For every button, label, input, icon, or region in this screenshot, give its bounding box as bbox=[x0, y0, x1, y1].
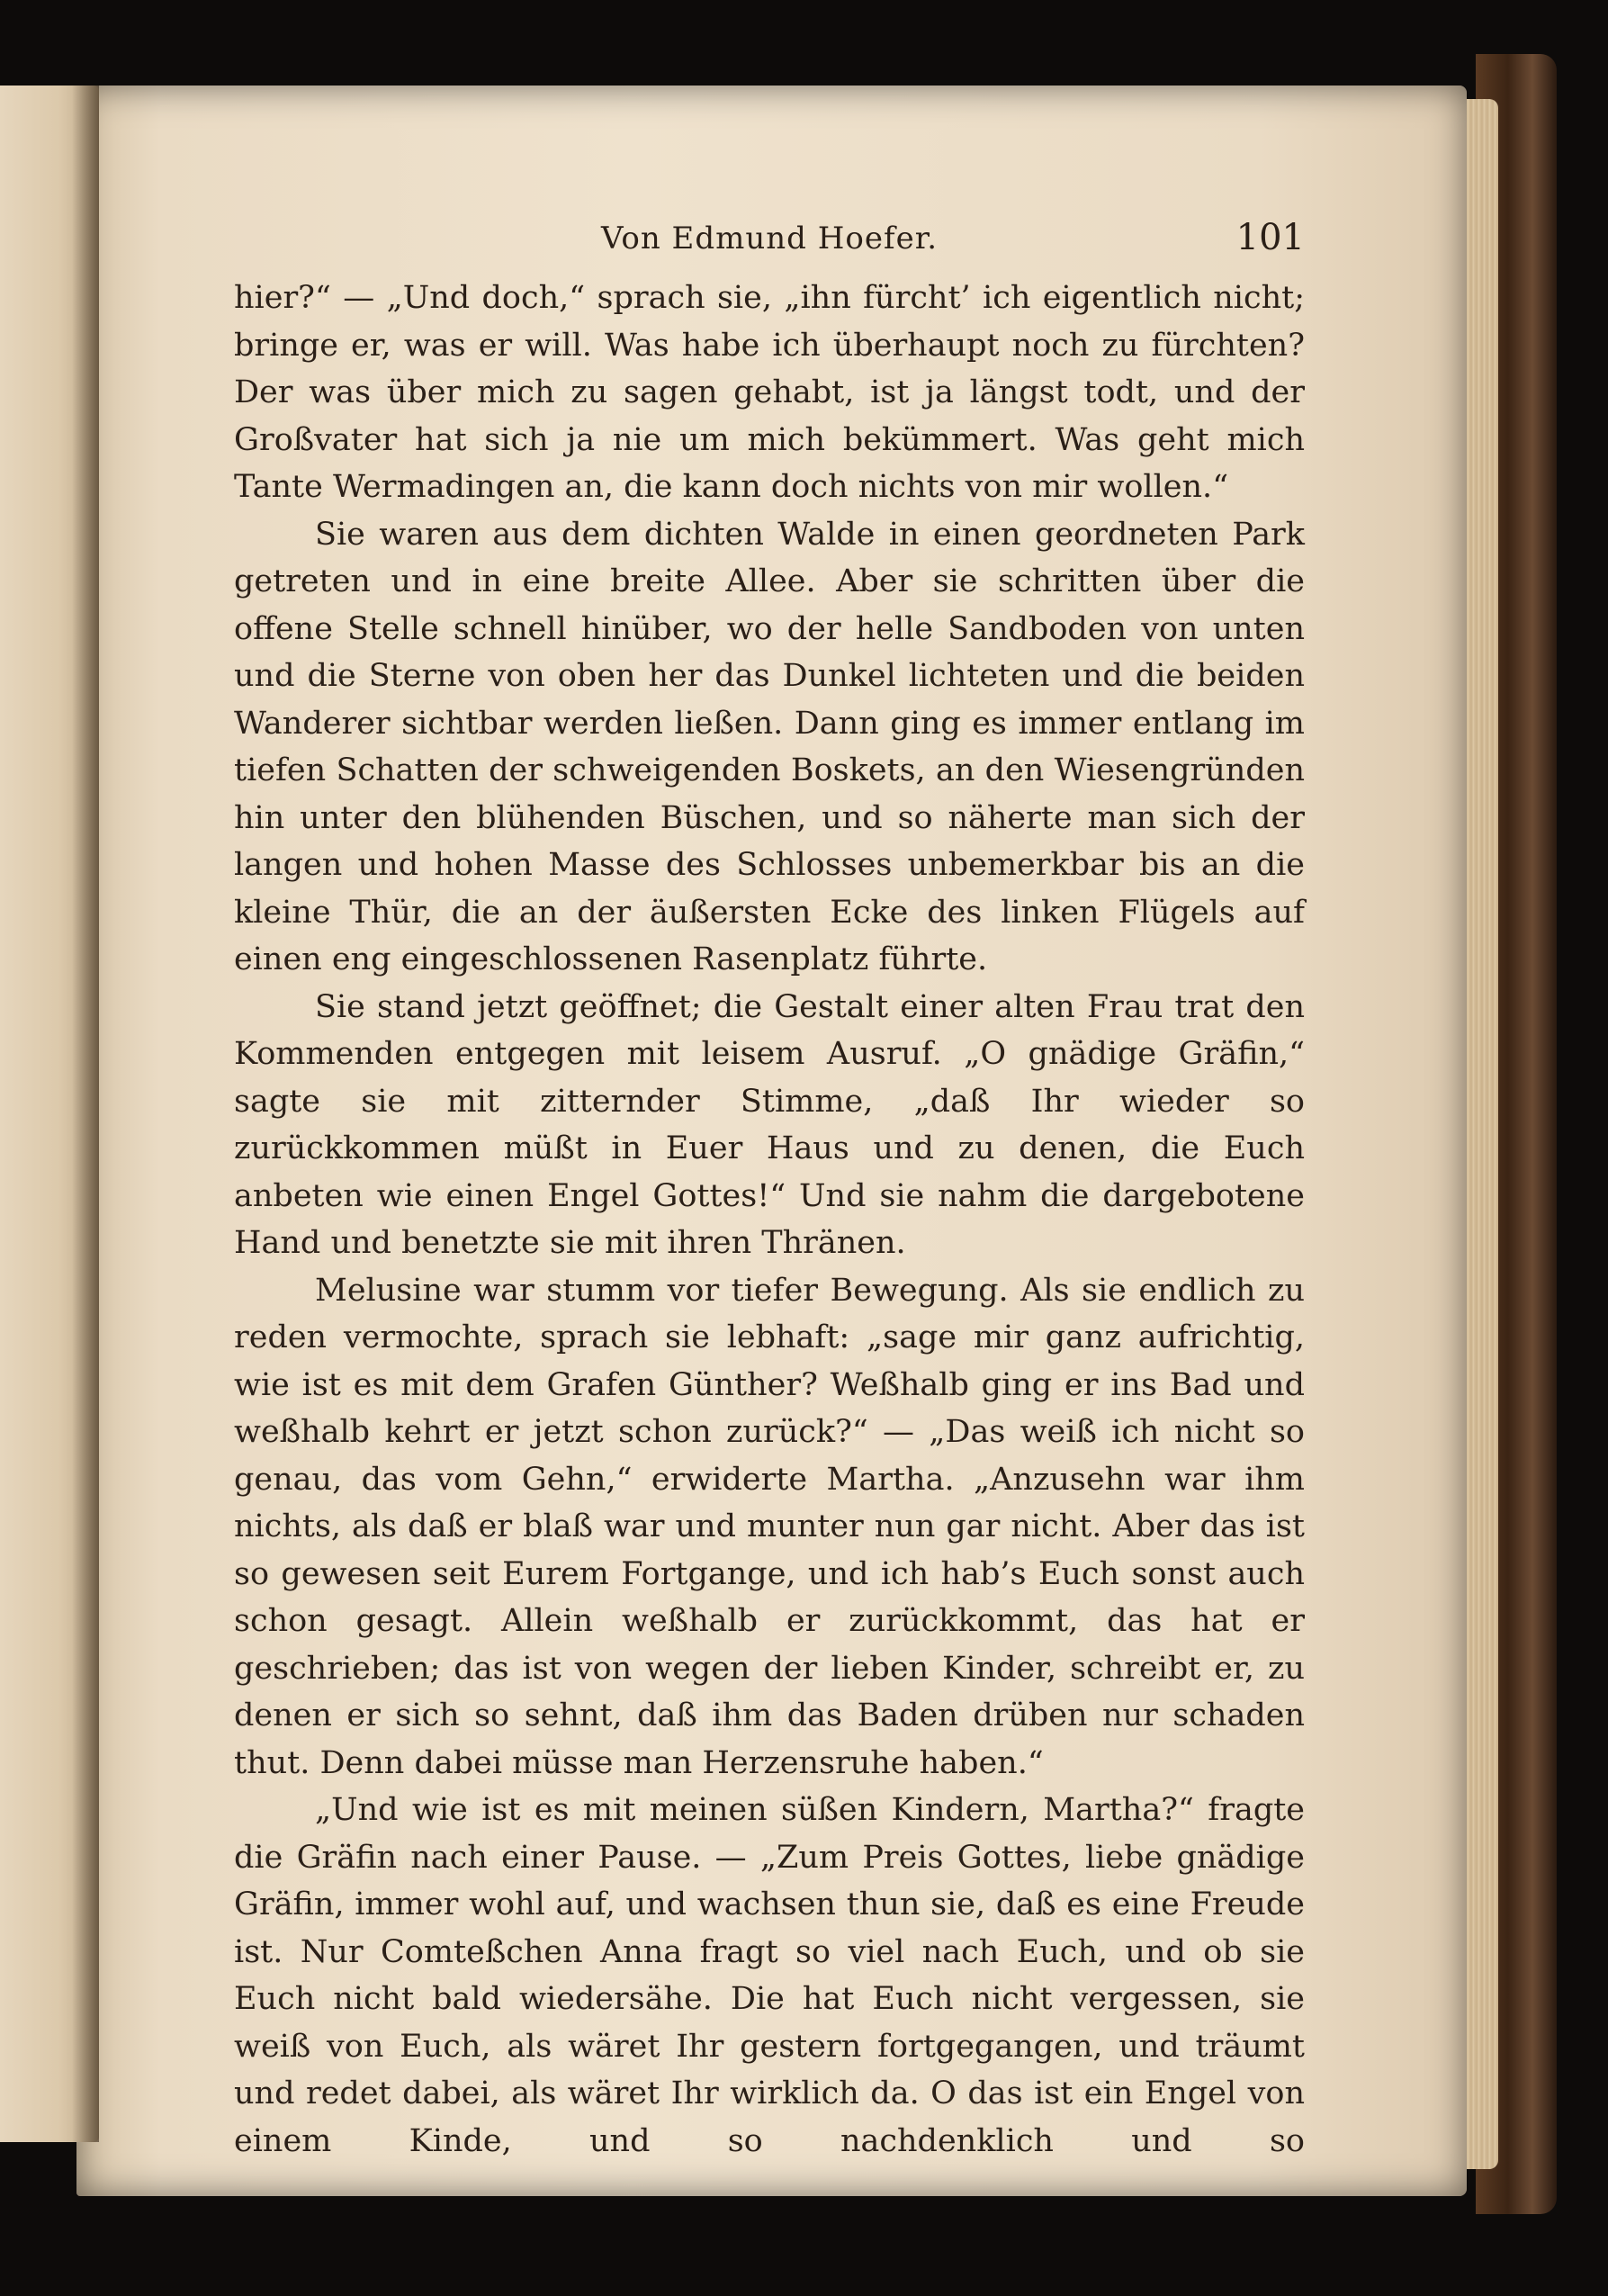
running-title: Von Edmund Hoefer. bbox=[600, 221, 939, 257]
page-text bbox=[234, 212, 1305, 2165]
paragraph-5: „Und wie ist es mit meinen süßen Kindern, Martha?“ fragte die Gräfin nach einer Pause. — „Zum Preis Gottes, liebe gnädige Gräfin, immer wohl auf, und wachsen thun sie, daß es eine Freude ist. Nur Comteßchen Anna fragt so viel nach Euch, und ob sie Euch nicht bald wiedersähe. Die hat Euch nicht vergessen, sie weiß von Euch, als wäret Ihr gestern fortgegangen, und träumt und redet dabei, als wäret Ihr wirklich da. O das ist ein Engel von einem Kinde, und so nachdenklich und so bbox=[234, 1792, 1305, 2159]
page-number: 101 bbox=[1235, 217, 1305, 258]
paragraph-4: Melusine war stumm vor tiefer Bewegung. Als sie endlich zu reden vermochte, sprach sie lebhaft: „sage mir ganz aufrichtig, wie ist es mit dem Grafen Günther? Weßhalb ging er ins Bad und weßhalb kehrt er jetzt schon zurück?“ — „Das weiß ich nicht so genau, das vom Gehn,“ erwiderte Martha. „Anzusehn war ihm nichts, als daß er blaß war und munter nun gar nicht. Aber das ist so gewesen seit Eurem Fortgange, und ich hab’s Euch sonst auch schon gesagt. Allein weßhalb er zurückkommt, das hat er geschrieben; das ist von wegen der lieben Kinder, schreibt er, zu denen er sich so sehnt, daß ihm das Baden drüben nur schaden thut. Denn dabei müsse man Herzensruhe haben.“ bbox=[234, 1272, 1305, 1781]
paragraph-2: Sie waren aus dem dichten Walde in einen geordneten Park getreten und in eine breite Allee. Aber sie schritten über die offene Stelle schnell hinüber, wo der helle Sandboden von unten und die Sterne von oben her das Dunkel lichteten und die beiden Wanderer sichtbar werden ließen. Dann ging es immer entlang im tiefen Schatten der schweigenden Boskets, an den Wiesengründen hin unter den blühenden Büschen, und so näherte man sich der langen und hohen Masse des Schlosses unbemerkbar bis an die kleine Thür, die an der äußersten Ecke des linken Flügels auf einen eng eingeschlossenen Rasenplatz führte. bbox=[234, 516, 1305, 977]
paragraph-3: Sie stand jetzt geöffnet; die Gestalt einer alten Frau trat den Kommenden entgegen mit leisem Ausruf. „O gnädige Gräfin,“ sagte sie mit zitternder Stimme, „daß Ihr wieder so zurückkommen müßt in Euer Haus und zu denen, die Euch anbeten wie einen Engel Gottes!“ Und sie nahm die dargebotene Hand und benetzte sie mit ihren Thränen. bbox=[234, 988, 1305, 1261]
paragraph-1: hier?“ — „Und doch,“ sprach sie, „ihn fürcht’ ich eigentlich nicht; bringe er, was er will. Was habe ich überhaupt noch zu fürchten? Der was über mich zu sagen gehabt, ist ja längst todt, und der Großvater hat sich ja nie um mich bekümmert. Was geht mich Tante Wermadingen an, die kann doch nichts von mir wollen.“ bbox=[234, 280, 1305, 505]
running-head bbox=[234, 212, 1305, 275]
book-gutter bbox=[72, 86, 99, 2142]
